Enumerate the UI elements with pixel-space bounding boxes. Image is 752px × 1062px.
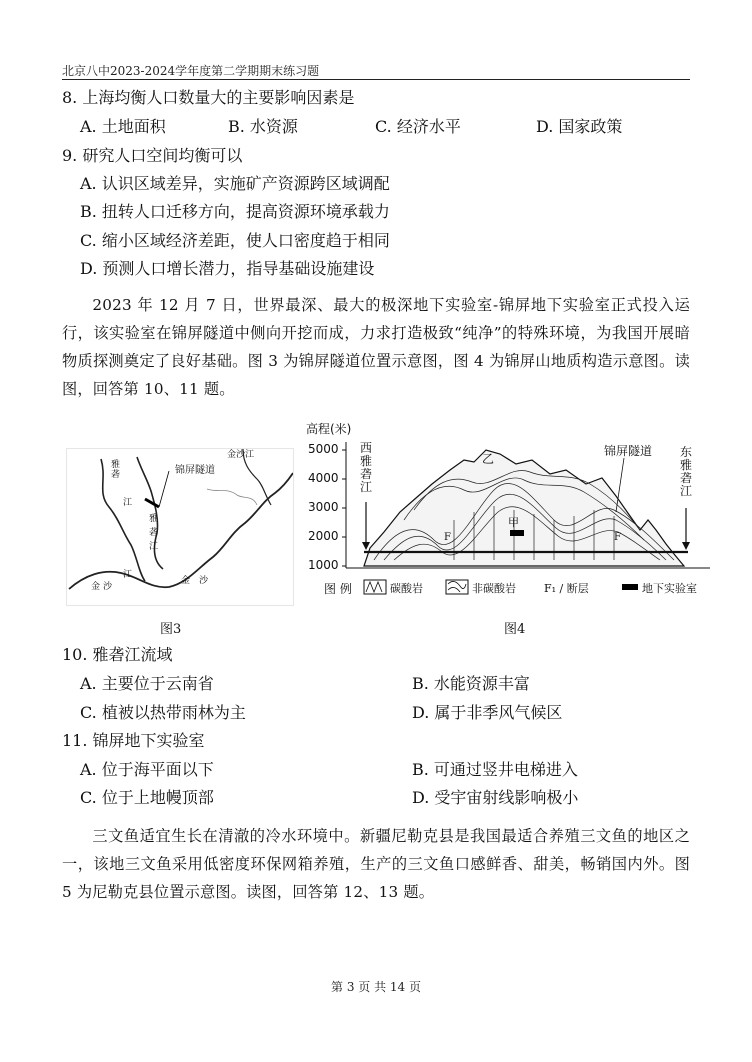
fig4-east-char-2: 雅: [680, 458, 693, 472]
question-11-stem: 11. 锦屏地下实验室: [62, 731, 205, 750]
question-9-stem: 9. 研究人口空间均衡可以: [62, 146, 243, 165]
passage-jinping-text: 2023 年 12 月 7 日，世界最深、最大的极深地下实验室-锦屏地下实验室正式投入运行，该实验室在锦屏隧道中侧向开挖而成，力求打造极致“纯净”的特殊环境，为我国开展暗物质探测奠定了良好基础。图 3 为锦屏隧道位置示意图，图 4 为锦屏山地质构造示意图。读图，回答第 10、11 题。: [62, 296, 690, 398]
fig4-peak-label: 乙: [482, 452, 495, 466]
header-rule: [62, 79, 690, 80]
fig4-east-char-3: 砻: [680, 471, 693, 485]
q8-option-b[interactable]: B. 水资源: [228, 117, 298, 136]
fig4-legend-non-carbonate: 非碳酸岩: [472, 582, 516, 595]
fig4-ytick-4000: 4000: [308, 471, 339, 485]
fig4-east-char-1: 东: [680, 445, 693, 459]
q10-option-b[interactable]: B. 水能资源丰富: [412, 674, 530, 693]
fig3-label-yalong-3: 江: [123, 498, 133, 508]
q9-option-d[interactable]: D. 预测人口增长潜力，指导基础设施建设: [80, 259, 375, 278]
fig4-legend-title: 图 例: [324, 582, 352, 596]
q11-option-a[interactable]: A. 位于海平面以下: [80, 760, 214, 779]
fig3-label-jinsha-1: 金: [91, 582, 101, 592]
fig4-ytick-1000: 1000: [308, 558, 339, 572]
fig4-west-char-3: 砻: [360, 467, 373, 481]
passage-salmon-text: 三文鱼适宜生长在清澈的冷水环境中。新疆尼勒克县是我国最适合养殖三文鱼的地区之一，该地三文鱼采用低密度环保网箱养殖，生产的三文鱼口感鲜香、甜美，畅销国内外。图 5 为尼勒克县位置示意图。读图，回答第 12、13 题。: [62, 827, 690, 901]
q8-option-c[interactable]: C. 经济水平: [375, 117, 461, 136]
q8-option-a[interactable]: A. 土地面积: [80, 117, 166, 136]
q11-option-c[interactable]: C. 位于上地幔顶部: [80, 788, 214, 807]
fig3-label-yalong-1: 雅: [111, 460, 121, 470]
q9-option-a[interactable]: A. 认识区域差异，实施矿产资源跨区域调配: [80, 174, 390, 193]
passage-salmon: [62, 822, 690, 906]
fig4-legend-lab: 地下实验室: [642, 582, 697, 595]
q8-option-d[interactable]: D. 国家政策: [536, 117, 623, 136]
question-10-stem: 10. 雅砻江流域: [62, 645, 173, 664]
q11-option-b[interactable]: B. 可通过竖井电梯进入: [412, 760, 578, 779]
fig3-label-jinsha-2: 沙: [103, 582, 113, 592]
fig3-label-jinsha-r2: 沙: [199, 576, 209, 586]
fig3-label-river-mid-1: 雅: [149, 514, 159, 524]
fig4-west-char-4: 江: [360, 480, 373, 494]
fig4-ytick-2000: 2000: [308, 529, 339, 543]
fig4-west-char-1: 西: [360, 441, 373, 455]
page-footer: 第 3 页 共 14 页: [331, 980, 421, 994]
fig4-ytick-5000: 5000: [308, 442, 339, 456]
fig3-label-river-mid-2: 砻: [149, 528, 159, 538]
fig4-lab-label: 甲: [508, 516, 519, 529]
fig4-west-river: [360, 442, 374, 494]
fig4-legend-fault: F₁ / 断层: [544, 582, 589, 595]
fig3-label-yalong-2: 砻: [111, 470, 121, 480]
fig3-label-jinsha-r1: 金: [181, 576, 191, 586]
fig4-fault-label-left: F: [444, 532, 451, 543]
page-header: 北京八中2023-2024学年度第二学期期末练习题: [62, 64, 320, 78]
q10-option-d[interactable]: D. 属于非季风气候区: [412, 703, 563, 722]
fig4-west-char-2: 雅: [360, 454, 373, 468]
figure-3-caption: 图3: [160, 622, 182, 637]
figure-4-caption: 图4: [504, 622, 526, 637]
figure-3-map: [66, 448, 294, 606]
fig4-east-river: [680, 446, 694, 498]
fig3-label-jiang: 江: [123, 570, 133, 580]
question-8-stem: 8. 上海均衡人口数量大的主要影响因素是: [62, 88, 355, 107]
q10-option-a[interactable]: A. 主要位于云南省: [80, 674, 214, 693]
figure-4-cross-section: [304, 420, 710, 606]
fig4-fault-label-right: F: [614, 532, 621, 543]
fig4-ylabel: 高程(米): [306, 422, 352, 436]
q9-option-b[interactable]: B. 扭转人口迁移方向，提高资源环境承载力: [80, 202, 390, 221]
q9-option-c[interactable]: C. 缩小区域经济差距，使人口密度趋于相同: [80, 231, 390, 250]
q10-option-c[interactable]: C. 植被以热带雨林为主: [80, 703, 246, 722]
fig3-label-river-mid-3: 江: [149, 542, 159, 552]
fig4-ytick-3000: 3000: [308, 500, 339, 514]
passage-jinping: [62, 291, 690, 403]
fig4-east-char-4: 江: [680, 484, 693, 498]
fig3-label-tunnel: 锦屏隧道: [175, 465, 215, 476]
fig4-tunnel-label: 锦屏隧道: [604, 444, 653, 458]
fig4-legend-carbonate: 碳酸岩: [390, 582, 423, 595]
q11-option-d[interactable]: D. 受宇宙射线影响极小: [412, 788, 579, 807]
fig3-label-jinsha-top: 金沙江: [227, 450, 255, 460]
